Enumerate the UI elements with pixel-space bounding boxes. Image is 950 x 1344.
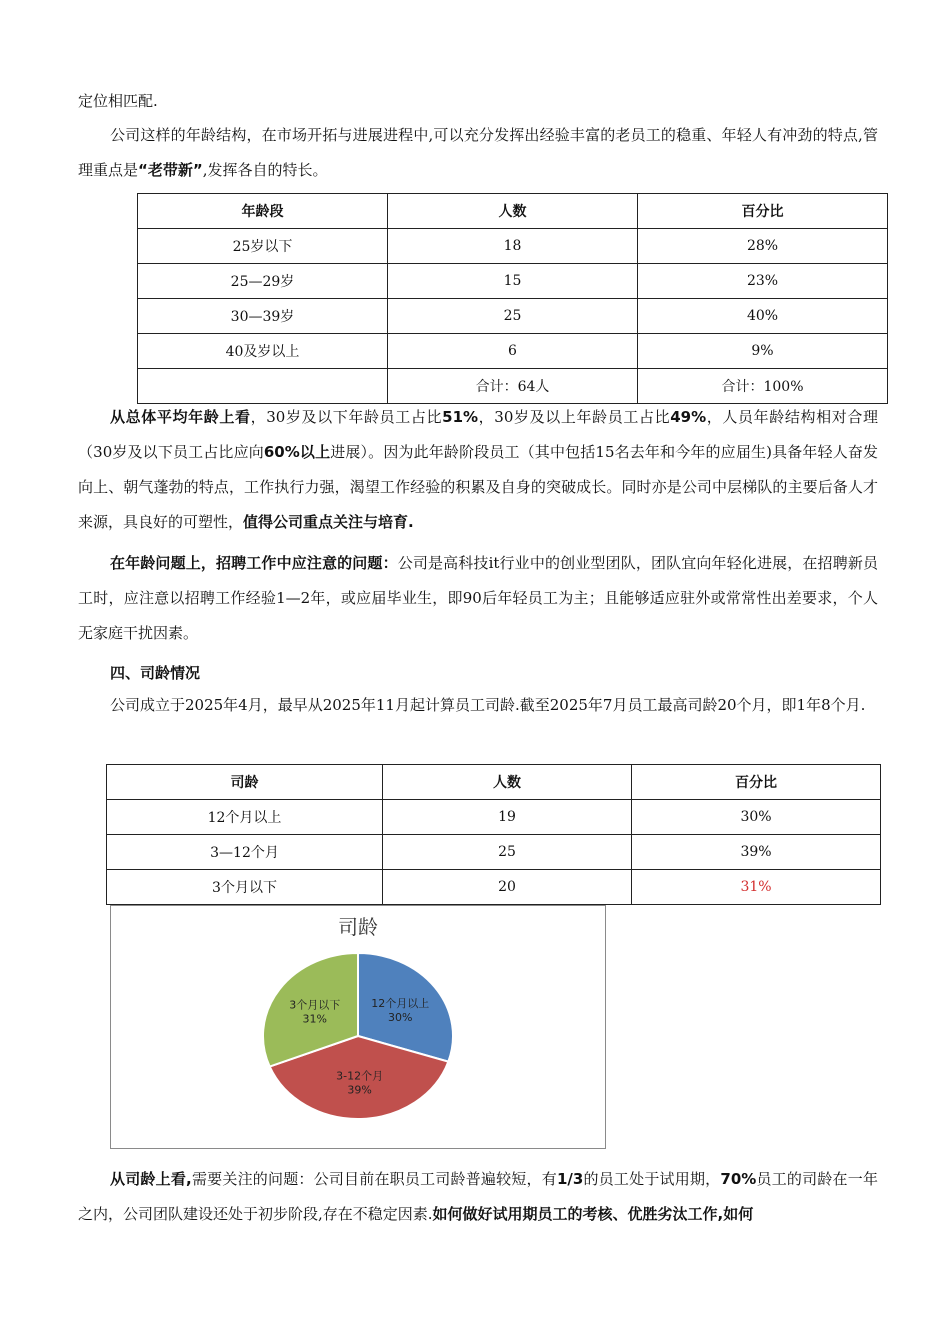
bold-text: 49% (670, 408, 707, 426)
text: 公司是高科技it行业中的创业型团队，团队宜向年轻化进展，在招聘新员工时，应注意以招聘工作经验1—2年，或应届毕业生，即90后年轻员工为主；且能够适应驻外或常常性出差要求，个人无家庭干扰因素。 (78, 554, 878, 642)
text: 的员工处于试用期， (583, 1170, 721, 1188)
text: 公司成立于2025年4月，最早从2025年11月起计算员工司龄.截至2025年7月员工最高司龄20个月，即1年8个月. (110, 696, 866, 714)
text: ，30岁及以上年龄员工占比 (478, 408, 671, 426)
tenure-pie-chart (110, 905, 606, 1149)
table-header: 年龄段 (138, 194, 388, 229)
table-cell: 6 (388, 334, 638, 369)
table-cell-highlight: 31% (632, 870, 881, 905)
slice-value-label: 31% (302, 1012, 328, 1026)
table-cell: 30% (632, 800, 881, 835)
table-cell: 合计：100% (638, 369, 888, 404)
table-row (138, 299, 888, 334)
text: ,发挥各自的特长。 (202, 161, 328, 179)
bold-text: 值得公司重点关注与培育. (243, 513, 414, 531)
text: ，30岁及以下年龄员工占比 (250, 408, 443, 426)
table-cell: 25 (388, 299, 638, 334)
table-cell: 40% (638, 299, 888, 334)
bold-text: “老带新” (138, 161, 203, 179)
paragraph-fragment (78, 84, 878, 119)
table-cell (138, 369, 388, 404)
text: 员工的司龄在一年之内，公司团队建设还处于初步阶段,存在不稳定因素. (78, 1170, 878, 1223)
table-row (107, 835, 881, 870)
chart-title: 司龄 (338, 915, 378, 939)
table-cell: 25—29岁 (138, 264, 388, 299)
table-cell: 25岁以下 (138, 229, 388, 264)
table-cell: 40及岁以上 (138, 334, 388, 369)
table-header-row (107, 765, 881, 800)
paragraph-average-age (78, 400, 878, 540)
bold-text: 51% (442, 408, 479, 426)
table-header: 司龄 (107, 765, 383, 800)
table-cell: 19 (383, 800, 632, 835)
table-cell: 28% (638, 229, 888, 264)
table-header-row (138, 194, 888, 229)
table-row (138, 229, 888, 264)
table-cell: 39% (632, 835, 881, 870)
text: 进展）。因为此年龄阶段员工（其中包括15名去年和今年的应届生)具备年轻人奋发向上、朝气蓬勃的特点，工作执行力强，渴望工作经验的积累及自身的突破成长。同时亦是公司中层梯队的主要后备人才来源，具良好的可塑性， (78, 443, 879, 531)
slice-category-label: 3-12个月 (336, 1069, 384, 1083)
tenure-table (106, 764, 881, 905)
table-cell: 23% (638, 264, 888, 299)
table-cell: 9% (638, 334, 888, 369)
table-header: 百分比 (638, 194, 888, 229)
slice-category-label: 12个月以上 (371, 997, 430, 1011)
paragraph-recruiting (78, 546, 878, 651)
table-cell: 18 (388, 229, 638, 264)
age-table (137, 193, 888, 404)
table-cell: 合计：64人 (388, 369, 638, 404)
table-cell: 20 (383, 870, 632, 905)
fragment-text: 定位相匹配. (78, 92, 158, 110)
table-header: 人数 (388, 194, 638, 229)
slice-value-label: 39% (347, 1083, 372, 1097)
slice-category-label: 3个月以下 (289, 998, 341, 1012)
table-row (107, 800, 881, 835)
text: ，人员年龄结构相对合理（30岁及以下员工占比应向 (78, 408, 878, 461)
bold-text: 从总体平均年龄上看 (110, 408, 251, 426)
section-heading: 四、司龄情况 (110, 664, 201, 682)
text: 需要关注的问题：公司目前在职员工司龄普遍较短，有 (191, 1170, 557, 1188)
paragraph-age-structure (78, 118, 878, 188)
bold-text: 70% (720, 1170, 757, 1188)
bold-text: 从司龄上看, (110, 1170, 192, 1188)
table-cell: 3—12个月 (107, 835, 383, 870)
table-row (107, 870, 881, 905)
bold-text: 1/3 (556, 1170, 584, 1188)
table-cell: 3个月以下 (107, 870, 383, 905)
table-header: 人数 (383, 765, 632, 800)
table-cell: 15 (388, 264, 638, 299)
table-cell: 30—39岁 (138, 299, 388, 334)
table-total-row (138, 369, 888, 404)
table-header: 百分比 (632, 765, 881, 800)
table-row (138, 264, 888, 299)
table-cell: 12个月以上 (107, 800, 383, 835)
paragraph-tenure-analysis (78, 1162, 878, 1232)
table-cell: 25 (383, 835, 632, 870)
bold-text: 60%以上 (263, 443, 331, 461)
pie-chart-svg (111, 906, 605, 1148)
table-row (138, 334, 888, 369)
bold-text: 如何做好试用期员工的考核、优胜劣汰工作,如何 (432, 1205, 754, 1223)
text: 公司这样的年龄结构，在市场开拓与进展进程中,可以充分发挥出经验丰富的老员工的稳重、年轻人有冲劲的特点,管理重点是 (78, 126, 878, 179)
bold-text: 在年龄问题上，招聘工作中应注意的问题： (110, 554, 398, 572)
paragraph-tenure-intro (78, 688, 878, 723)
slice-value-label: 30% (388, 1011, 413, 1025)
